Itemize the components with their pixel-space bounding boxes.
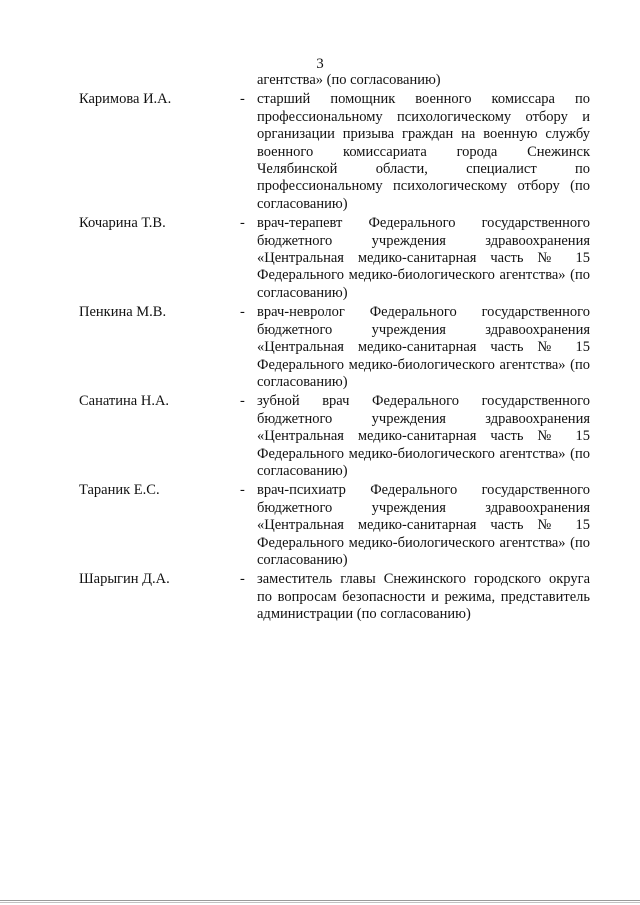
member-entry-karimova [0, 91, 640, 213]
member-role: заместитель главы Снежинского городского округа по вопросам безопасности и режима, представитель администрации (по согласованию) [257, 571, 590, 623]
member-name: Кочарина Т.В. [79, 215, 166, 232]
scan-edge-line [0, 900, 640, 901]
member-name: Каримова И.А. [79, 91, 172, 108]
member-name: Пенкина М.В. [79, 304, 167, 321]
commission-member-list [0, 72, 640, 626]
scan-bottom-edge [0, 895, 640, 905]
member-dash: - [240, 91, 245, 108]
member-dash: - [240, 304, 245, 321]
continued-role-text: агентства» (по согласованию) [257, 72, 441, 88]
member-name: Шарыгин Д.А. [79, 571, 170, 588]
page-number: 3 [316, 56, 324, 72]
member-name: Тараник Е.С. [79, 482, 160, 499]
member-role: зубной врач Федерального государственного бюджетного учреждения здравоохранения «Центральная медико-санитарная часть № 15 Федерального медико-биологического агентства» (по согласованию) [257, 393, 590, 479]
member-entry-kocharina [0, 215, 640, 302]
member-dash: - [240, 571, 245, 588]
member-entry-penkina [0, 304, 640, 391]
member-dash: - [240, 393, 245, 410]
member-role: врач-терапевт Федерального государственного бюджетного учреждения здравоохранения «Центральная медико-санитарная часть № 15 Федерального медико-биологического агентства» (по согласованию) [257, 215, 590, 301]
member-name: Санатина Н.А. [79, 393, 170, 410]
member-role: старший помощник военного комиссара по профессиональному психологическому отбору и организации призыва граждан на военную службу военного комиссариата города Снежинск Челябинской области, специалист по профессиональному психологическому отбору (по согласованию) [257, 91, 590, 212]
scan-edge-line [0, 902, 640, 903]
member-role: врач-психиатр Федерального государственного бюджетного учреждения здравоохранения «Центральная медико-санитарная часть № 15 Федерального медико-биологического агентства» (по согласованию) [257, 482, 590, 568]
member-role: врач-невролог Федерального государственного бюджетного учреждения здравоохранения «Центральная медико-санитарная часть № 15 Федерального медико-биологического агентства» (по согласованию) [257, 304, 590, 390]
continued-role-entry [0, 72, 640, 89]
member-dash: - [240, 215, 245, 232]
member-entry-taranik [0, 482, 640, 569]
member-entry-sharygin [0, 571, 640, 623]
member-entry-sanatina [0, 393, 640, 480]
member-dash: - [240, 482, 245, 499]
